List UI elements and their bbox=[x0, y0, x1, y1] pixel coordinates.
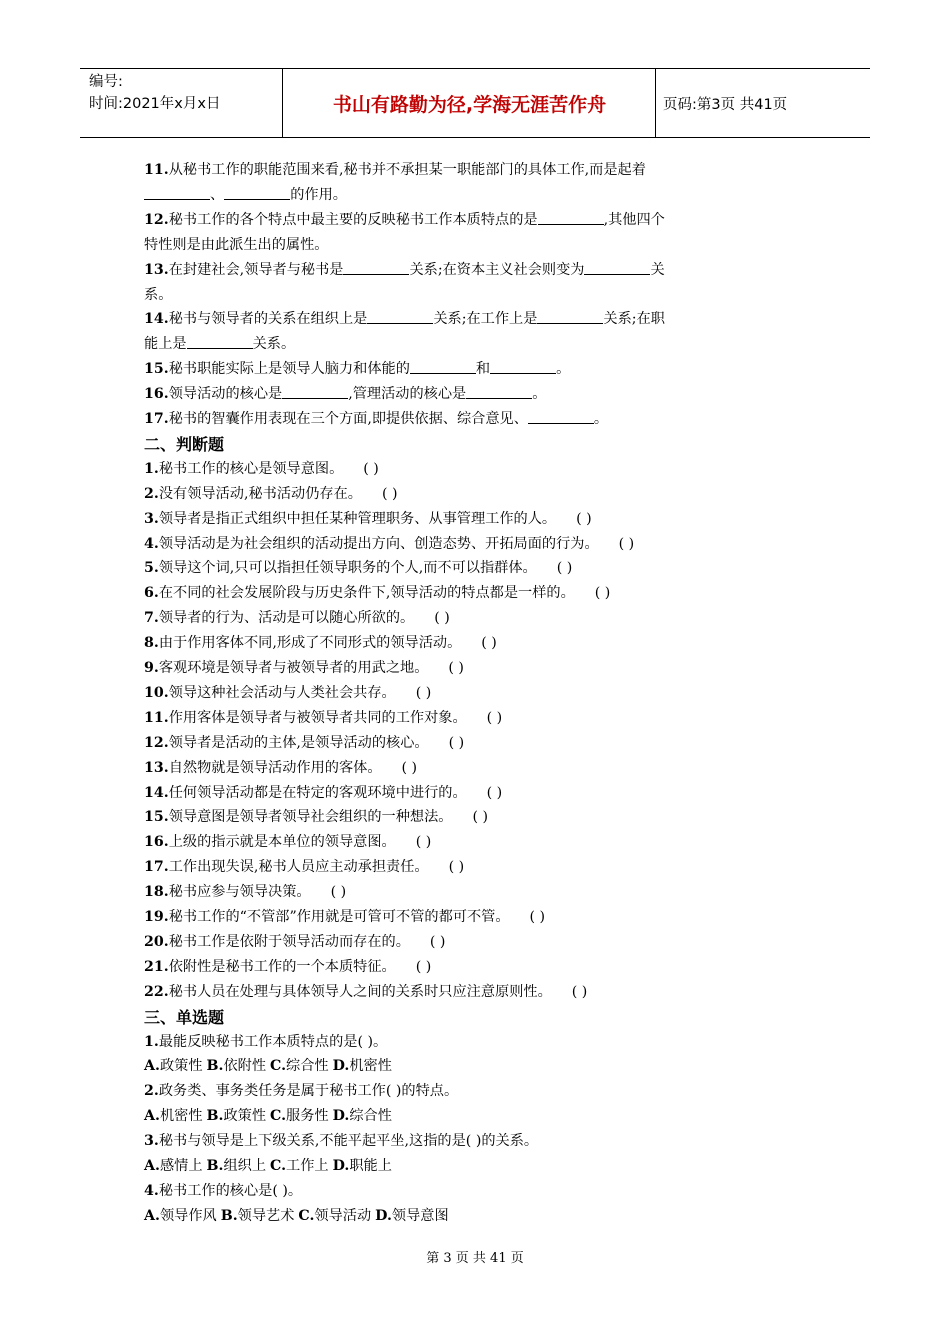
question-number: 3. bbox=[144, 1133, 159, 1150]
question-text: 领导意图是领导者领导社会组织的一种想法。 bbox=[168, 809, 453, 826]
option-letter: C. bbox=[270, 1158, 287, 1174]
judgment-item bbox=[144, 507, 592, 532]
question-text: 在不同的社会发展阶段与历史条件下,领导活动的特点都是一样的。 bbox=[158, 585, 575, 602]
answer-blank[interactable] bbox=[466, 384, 532, 399]
question-text: 自然物就是领导活动作用的客体。 bbox=[168, 759, 382, 776]
question-number: 22. bbox=[144, 983, 169, 1000]
page-header bbox=[80, 68, 870, 138]
answer-blank[interactable] bbox=[367, 309, 433, 324]
option-letter: D. bbox=[332, 1108, 350, 1125]
answer-blank[interactable] bbox=[537, 309, 603, 324]
question-number: 19. bbox=[144, 909, 169, 925]
question-text: 领导者是活动的主体,是领导活动的核心。 bbox=[168, 734, 429, 751]
fill-in-line bbox=[144, 332, 295, 357]
option-text[interactable]: 综合性 bbox=[286, 1058, 329, 1075]
question-number: 13. bbox=[144, 261, 169, 278]
option-letter: D. bbox=[332, 1158, 350, 1174]
question-text: 关系。 bbox=[252, 336, 296, 353]
question-text: 秘书工作的“不管部”作用就是可管可不管的都可不管。 bbox=[168, 909, 510, 925]
section-title bbox=[144, 432, 224, 457]
judgment-item bbox=[144, 805, 488, 830]
question-number: 14. bbox=[144, 784, 169, 801]
question-text: 作用客体是领导者与被领导者共同的工作对象。 bbox=[168, 709, 467, 726]
answer-bracket[interactable]: ( ) bbox=[330, 884, 347, 901]
question-text: 最能反映秘书工作本质特点的是( )。 bbox=[158, 1033, 388, 1050]
option-letter: A. bbox=[144, 1158, 160, 1174]
question-text: ,管理活动的核心是 bbox=[348, 386, 467, 403]
judgment-item bbox=[144, 855, 464, 880]
question-text: 秘书工作的核心是( )。 bbox=[158, 1182, 303, 1199]
question-number: 11. bbox=[144, 162, 169, 178]
judgment-item bbox=[144, 532, 634, 557]
section-title-judgment: 二、判断题 bbox=[144, 434, 225, 454]
answer-bracket[interactable]: ( ) bbox=[481, 635, 497, 652]
judgment-item bbox=[144, 581, 610, 606]
option-letter: A. bbox=[144, 1058, 160, 1075]
option-letter: B. bbox=[220, 1207, 238, 1224]
question-number: 2. bbox=[144, 1083, 159, 1100]
answer-blank[interactable] bbox=[343, 259, 409, 274]
question-number: 10. bbox=[144, 684, 169, 701]
time-label: 时间:2021年x月x日 bbox=[89, 96, 221, 112]
question-text: ,其他四个 bbox=[603, 211, 665, 228]
question-number: 15. bbox=[144, 809, 169, 826]
question-number: 16. bbox=[144, 834, 169, 851]
option-text[interactable]: 政策性 bbox=[223, 1108, 267, 1125]
answer-bracket[interactable]: ( ) bbox=[571, 983, 588, 1000]
question-number: 20. bbox=[144, 933, 169, 950]
fill-in-line bbox=[144, 158, 646, 183]
judgment-item bbox=[144, 880, 346, 905]
judgment-item bbox=[144, 955, 431, 980]
section-title-single-choice: 三、单选题 bbox=[144, 1007, 225, 1027]
choice-question bbox=[144, 1129, 538, 1154]
answer-bracket[interactable]: ( ) bbox=[415, 958, 432, 975]
question-number: 8. bbox=[144, 635, 159, 652]
question-text: 关系;在工作上是 bbox=[433, 311, 538, 328]
answer-bracket[interactable]: ( ) bbox=[363, 460, 379, 477]
serial-label: 编号: bbox=[89, 74, 123, 90]
question-text: 秘书工作的各个特点中最主要的反映秘书工作本质特点的是 bbox=[168, 211, 538, 228]
answer-blank[interactable] bbox=[538, 210, 604, 225]
judgment-item bbox=[144, 731, 464, 756]
question-number: 12. bbox=[144, 211, 169, 228]
question-text: 在封建社会,领导者与秘书是 bbox=[168, 261, 344, 278]
answer-bracket[interactable]: ( ) bbox=[594, 585, 611, 602]
question-text: 没有领导活动,秘书活动仍存在。 bbox=[158, 485, 362, 502]
question-text: 由于作用客体不同,形成了不同形式的领导活动。 bbox=[158, 635, 462, 652]
question-number: 1. bbox=[144, 1033, 159, 1050]
answer-blank[interactable] bbox=[144, 185, 210, 200]
option-letter: C. bbox=[298, 1207, 315, 1224]
judgment-item bbox=[144, 781, 502, 806]
question-text: 领导者是指正式组织中担任某种管理职务、从事管理工作的人。 bbox=[158, 510, 557, 527]
answer-bracket[interactable]: ( ) bbox=[486, 784, 503, 801]
question-text: 客观环境是领导者与被领导者的用武之地。 bbox=[158, 660, 429, 676]
question-number: 21. bbox=[144, 958, 169, 975]
question-text: 秘书与领导是上下级关系,不能平起平坐,这指的是( )的关系。 bbox=[158, 1133, 539, 1150]
answer-bracket[interactable]: ( ) bbox=[472, 809, 489, 826]
question-text: 上级的指示就是本单位的领导意图。 bbox=[168, 834, 396, 851]
header-meta bbox=[89, 71, 220, 115]
question-number: 18. bbox=[144, 884, 169, 901]
answer-bracket[interactable]: ( ) bbox=[618, 535, 635, 552]
answer-bracket[interactable]: ( ) bbox=[529, 909, 546, 925]
choice-options bbox=[144, 1054, 392, 1079]
judgment-item bbox=[144, 756, 417, 781]
question-number: 2. bbox=[144, 485, 159, 502]
question-text: 领导活动是为社会组织的活动提出方向、创造态势、开拓局面的行为。 bbox=[158, 535, 599, 552]
fill-in-line bbox=[144, 357, 570, 382]
judgment-item bbox=[144, 656, 464, 681]
question-text: 能上是 bbox=[144, 336, 187, 353]
answer-bracket[interactable]: ( ) bbox=[434, 610, 450, 627]
question-text: 秘书应参与领导决策。 bbox=[168, 884, 311, 901]
fill-in-line bbox=[144, 233, 328, 258]
option-letter: B. bbox=[206, 1158, 224, 1174]
question-text: 秘书职能实际上是领导人脑力和体能的 bbox=[168, 361, 410, 378]
answer-bracket[interactable]: ( ) bbox=[429, 933, 446, 950]
question-text: 秘书人员在处理与具体领导人之间的关系时只应注意原则性。 bbox=[168, 983, 552, 1000]
judgment-item bbox=[144, 681, 431, 706]
option-text[interactable]: 机密性 bbox=[349, 1058, 392, 1075]
option-letter: B. bbox=[206, 1108, 224, 1125]
question-text: 秘书工作是依附于领导活动而存在的。 bbox=[168, 933, 410, 950]
answer-bracket[interactable]: ( ) bbox=[381, 485, 398, 502]
judgment-item bbox=[144, 631, 497, 656]
option-letter: B. bbox=[206, 1058, 224, 1075]
judgment-item bbox=[144, 905, 545, 930]
option-text[interactable]: 组织上 bbox=[223, 1158, 267, 1174]
question-number: 3. bbox=[144, 510, 159, 527]
answer-bracket[interactable]: ( ) bbox=[448, 660, 464, 676]
header-motto: 书山有路勤为径,学海无涯苦作舟 bbox=[332, 93, 607, 116]
question-text: 关系;在资本主义社会则变为 bbox=[409, 261, 585, 278]
judgment-item bbox=[144, 457, 379, 482]
question-text: 领导这个词,只可以指担任领导职务的个人,而不可以指群体。 bbox=[158, 560, 537, 577]
question-text: 工作出现失误,秘书人员应主动承担责任。 bbox=[168, 859, 429, 876]
choice-options bbox=[144, 1204, 449, 1229]
question-number: 12. bbox=[144, 734, 169, 751]
option-text[interactable]: 感情上 bbox=[159, 1158, 203, 1174]
question-text: 和 bbox=[475, 361, 491, 378]
answer-blank[interactable] bbox=[584, 259, 650, 274]
question-text: 。 bbox=[556, 361, 571, 378]
question-text: 系。 bbox=[144, 286, 173, 303]
option-text[interactable]: 机密性 bbox=[159, 1108, 203, 1125]
question-number: 6. bbox=[144, 585, 159, 602]
question-number: 16. bbox=[144, 386, 169, 403]
question-text: 秘书的智囊作用表现在三个方面,即提供依据、综合意见、 bbox=[168, 411, 528, 427]
question-number: 5. bbox=[144, 560, 159, 577]
question-text: 。 bbox=[593, 411, 609, 427]
question-text: 关 bbox=[650, 261, 665, 278]
header-page-number: 页码:第3页 共41页 bbox=[663, 97, 788, 113]
option-text[interactable]: 职能上 bbox=[349, 1158, 392, 1174]
option-text[interactable]: 服务性 bbox=[286, 1108, 329, 1125]
option-text[interactable]: 领导意图 bbox=[391, 1207, 449, 1224]
answer-blank[interactable] bbox=[490, 359, 556, 374]
fill-in-line bbox=[144, 382, 546, 407]
judgment-item bbox=[144, 706, 502, 731]
fill-in-line bbox=[144, 307, 665, 332]
question-text: 任何领导活动都是在特定的客观环境中进行的。 bbox=[168, 784, 467, 801]
answer-blank[interactable] bbox=[528, 409, 594, 424]
option-text[interactable]: 领导作风 bbox=[159, 1207, 217, 1224]
question-text: 从秘书工作的职能范围来看,秘书并不承担某一职能部门的具体工作,而是起着 bbox=[168, 162, 646, 178]
question-text: 政务类、事务类任务是属于秘书工作( )的特点。 bbox=[158, 1083, 459, 1100]
question-text: 、 bbox=[210, 186, 225, 203]
option-text[interactable]: 领导活动 bbox=[314, 1207, 372, 1224]
option-text[interactable]: 依附性 bbox=[223, 1058, 267, 1075]
answer-bracket[interactable]: ( ) bbox=[415, 834, 432, 851]
option-letter: A. bbox=[144, 1207, 160, 1224]
question-text: 领导活动的核心是 bbox=[168, 386, 283, 403]
question-text: 秘书工作的核心是领导意图。 bbox=[158, 460, 344, 477]
option-letter: D. bbox=[332, 1058, 350, 1075]
choice-question bbox=[144, 1030, 387, 1055]
question-number: 4. bbox=[144, 1182, 159, 1199]
answer-blank[interactable] bbox=[282, 384, 348, 399]
choice-options bbox=[144, 1104, 392, 1129]
question-text: 特性则是由此派生出的属性。 bbox=[144, 236, 329, 253]
question-number: 7. bbox=[144, 610, 159, 627]
question-text: 依附性是秘书工作的一个本质特征。 bbox=[168, 958, 396, 975]
answer-blank[interactable] bbox=[224, 185, 290, 200]
question-text: 秘书与领导者的关系在组织上是 bbox=[168, 311, 368, 328]
answer-bracket[interactable]: ( ) bbox=[576, 510, 592, 527]
question-number: 14. bbox=[144, 311, 169, 328]
question-text: 的作用。 bbox=[290, 186, 347, 203]
question-text: 领导这种社会活动与人类社会共存。 bbox=[168, 684, 396, 701]
question-number: 1. bbox=[144, 460, 159, 477]
choice-options bbox=[144, 1154, 392, 1179]
question-number: 11. bbox=[144, 709, 169, 726]
fill-in-line bbox=[144, 283, 172, 308]
option-text[interactable]: 政策性 bbox=[159, 1058, 203, 1075]
question-number: 15. bbox=[144, 361, 169, 378]
option-text[interactable]: 工作上 bbox=[286, 1158, 329, 1174]
fill-in-line bbox=[144, 183, 347, 208]
answer-bracket[interactable]: ( ) bbox=[448, 734, 465, 751]
question-number: 4. bbox=[144, 535, 159, 552]
question-number: 17. bbox=[144, 411, 169, 427]
judgment-item bbox=[144, 930, 445, 955]
answer-bracket[interactable]: ( ) bbox=[556, 560, 573, 577]
option-letter: C. bbox=[270, 1108, 287, 1125]
option-letter: C. bbox=[270, 1058, 287, 1075]
answer-blank[interactable] bbox=[187, 334, 253, 349]
option-letter: A. bbox=[144, 1108, 160, 1125]
fill-in-line bbox=[144, 208, 665, 233]
question-text: 领导者的行为、活动是可以随心所欲的。 bbox=[158, 610, 415, 627]
question-text: 关系;在职 bbox=[603, 311, 665, 328]
fill-in-line bbox=[144, 407, 608, 432]
judgment-item bbox=[144, 980, 587, 1005]
choice-question bbox=[144, 1079, 458, 1104]
answer-bracket[interactable]: ( ) bbox=[415, 684, 432, 701]
page-footer: 第 3 页 共 41 页 bbox=[426, 1251, 524, 1266]
answer-bracket[interactable]: ( ) bbox=[401, 759, 418, 776]
option-text[interactable]: 领导艺术 bbox=[237, 1207, 295, 1224]
judgment-item bbox=[144, 482, 398, 507]
question-number: 9. bbox=[144, 660, 159, 676]
answer-bracket[interactable]: ( ) bbox=[448, 859, 465, 876]
option-letter: D. bbox=[375, 1207, 392, 1224]
judgment-item bbox=[144, 556, 572, 581]
fill-in-line bbox=[144, 258, 665, 283]
choice-question bbox=[144, 1179, 302, 1204]
answer-bracket[interactable]: ( ) bbox=[486, 709, 503, 726]
option-text[interactable]: 综合性 bbox=[349, 1108, 392, 1125]
question-text: 。 bbox=[532, 386, 547, 403]
judgment-item bbox=[144, 830, 431, 855]
judgment-item bbox=[144, 606, 450, 631]
question-number: 13. bbox=[144, 759, 169, 776]
question-number: 17. bbox=[144, 859, 169, 876]
section-title bbox=[144, 1005, 224, 1030]
answer-blank[interactable] bbox=[410, 359, 476, 374]
